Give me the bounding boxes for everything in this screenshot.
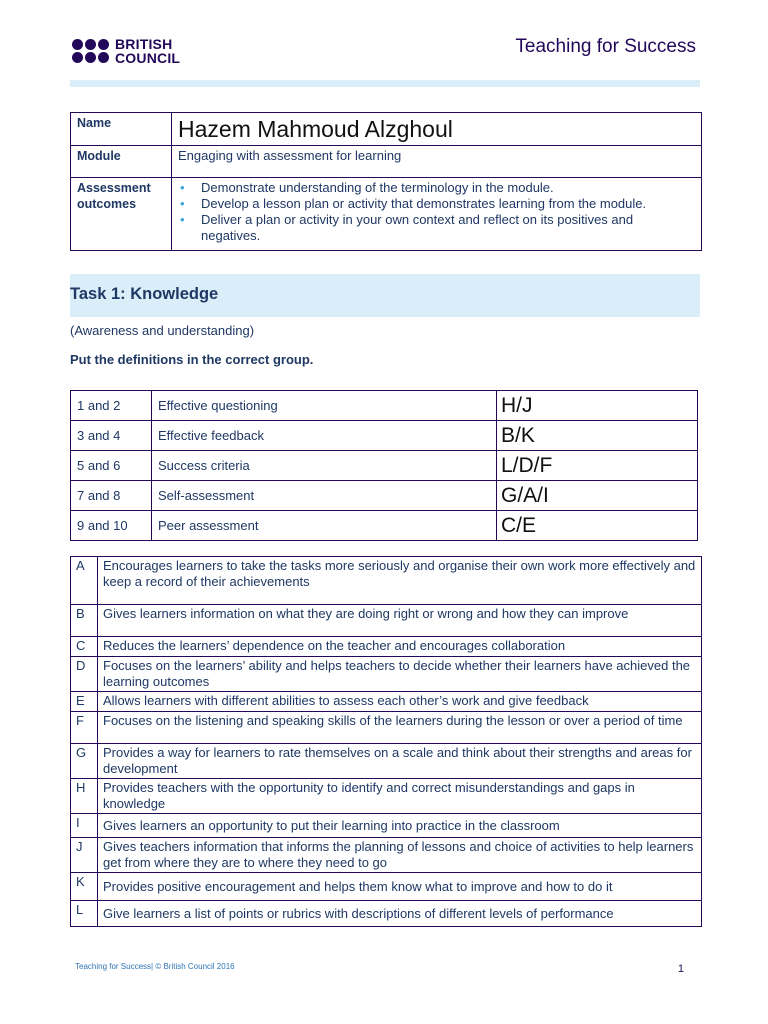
definition-text: Gives teachers information that informs the planning of lessons and choice of activities to help learners get from where they are to where they need to go <box>98 838 702 873</box>
table-row <box>71 657 702 692</box>
definition-letter: D <box>71 657 98 692</box>
definition-text: Provides teachers with the opportunity to identify and correct misunderstandings and gaps in knowledge <box>98 779 702 814</box>
groups-table <box>70 390 698 541</box>
name-row <box>71 113 702 146</box>
task-instruction: Put the definitions in the correct group. <box>70 352 314 367</box>
outcomes-cell <box>172 178 702 251</box>
table-row <box>71 557 702 605</box>
british-council-logo <box>72 37 180 65</box>
definition-text: Give learners a list of points or rubrics with descriptions of different levels of performance <box>98 901 702 927</box>
definition-letter: B <box>71 605 98 637</box>
outcome-item: • Deliver a plan or activity in your own context and reflect on its positives and negatives. <box>178 212 695 244</box>
group-answer[interactable]: B/K <box>497 421 698 451</box>
module-value: Engaging with assessment for learning <box>172 146 702 178</box>
outcome-item: • Develop a lesson plan or activity that demonstrates learning from the module. <box>178 196 695 212</box>
definition-text: Allows learners with different abilities to assess each other’s work and give feedback <box>98 692 702 712</box>
group-numbers: 3 and 4 <box>71 421 152 451</box>
outcome-item: • Demonstrate understanding of the terminology in the module. <box>178 180 695 196</box>
group-numbers: 9 and 10 <box>71 511 152 541</box>
table-row <box>71 421 698 451</box>
group-numbers: 1 and 2 <box>71 391 152 421</box>
header-divider <box>70 80 700 87</box>
info-table <box>70 112 702 251</box>
definition-text: Provides positive encouragement and helps them know what to improve and how to do it <box>98 873 702 901</box>
task-subtitle: (Awareness and understanding) <box>70 323 255 338</box>
table-row <box>71 605 702 637</box>
outcomes-row <box>71 178 702 251</box>
definition-letter: C <box>71 637 98 657</box>
outcomes-label-line-1: Assessment <box>77 181 151 195</box>
table-row <box>71 779 702 814</box>
table-row <box>71 838 702 873</box>
table-row <box>71 692 702 712</box>
definition-letter: E <box>71 692 98 712</box>
group-answer[interactable]: G/A/I <box>497 481 698 511</box>
table-row <box>71 873 702 901</box>
name-cell <box>172 113 702 146</box>
group-numbers: 7 and 8 <box>71 481 152 511</box>
definition-text: Encourages learners to take the tasks more seriously and organise their own work more effectively and keep a record of their achievements <box>98 557 702 605</box>
group-concept: Peer assessment <box>152 511 497 541</box>
name-value: Hazem Mahmoud Alzghoul <box>178 116 453 142</box>
table-row <box>71 744 702 779</box>
logo-line-2: COUNCIL <box>115 50 181 66</box>
table-row <box>71 901 702 927</box>
logo-text <box>115 37 180 65</box>
group-concept: Success criteria <box>152 451 497 481</box>
definition-letter: H <box>71 779 98 814</box>
name-label: Name <box>71 113 172 146</box>
module-row <box>71 146 702 178</box>
group-answer[interactable]: L/D/F <box>497 451 698 481</box>
definition-letter: G <box>71 744 98 779</box>
module-label: Module <box>71 146 172 178</box>
definitions-table <box>70 556 702 927</box>
table-row <box>71 814 702 838</box>
table-row <box>71 511 698 541</box>
table-row <box>71 637 702 657</box>
definition-letter: L <box>71 901 98 927</box>
definition-text: Focuses on the listening and speaking skills of the learners during the lesson or over a period of time <box>98 712 702 744</box>
footer-copyright: Teaching for Success| © British Council 2016 <box>75 962 235 971</box>
definition-letter: I <box>71 814 98 838</box>
table-row <box>71 481 698 511</box>
page-number: 1 <box>677 963 684 975</box>
definition-text: Gives learners an opportunity to put their learning into practice in the classroom <box>98 814 702 838</box>
group-concept: Effective questioning <box>152 391 497 421</box>
group-concept: Self-assessment <box>152 481 497 511</box>
definition-letter: A <box>71 557 98 605</box>
definition-letter: F <box>71 712 98 744</box>
definition-text: Focuses on the learners’ ability and helps teachers to decide whether their learners have achieved the learning outcomes <box>98 657 702 692</box>
logo-line-1: BRITISH <box>115 36 173 52</box>
definition-letter: J <box>71 838 98 873</box>
outcomes-label-line-2: outcomes <box>77 197 137 211</box>
logo-dots-icon <box>72 39 109 63</box>
definition-text: Provides a way for learners to rate themselves on a scale and think about their strengths and areas for development <box>98 744 702 779</box>
brand-title: Teaching for Success <box>515 36 696 57</box>
definition-text: Reduces the learners’ dependence on the teacher and encourages collaboration <box>98 637 702 657</box>
task-title: Task 1: Knowledge <box>70 285 219 303</box>
outcomes-list <box>178 180 695 248</box>
group-answer[interactable]: C/E <box>497 511 698 541</box>
table-row <box>71 391 698 421</box>
definition-text: Gives learners information on what they are doing right or wrong and how they can improve <box>98 605 702 637</box>
table-row <box>71 451 698 481</box>
outcomes-label <box>71 178 172 251</box>
group-concept: Effective feedback <box>152 421 497 451</box>
group-answer[interactable]: H/J <box>497 391 698 421</box>
group-numbers: 5 and 6 <box>71 451 152 481</box>
table-row <box>71 712 702 744</box>
definition-letter: K <box>71 873 98 901</box>
